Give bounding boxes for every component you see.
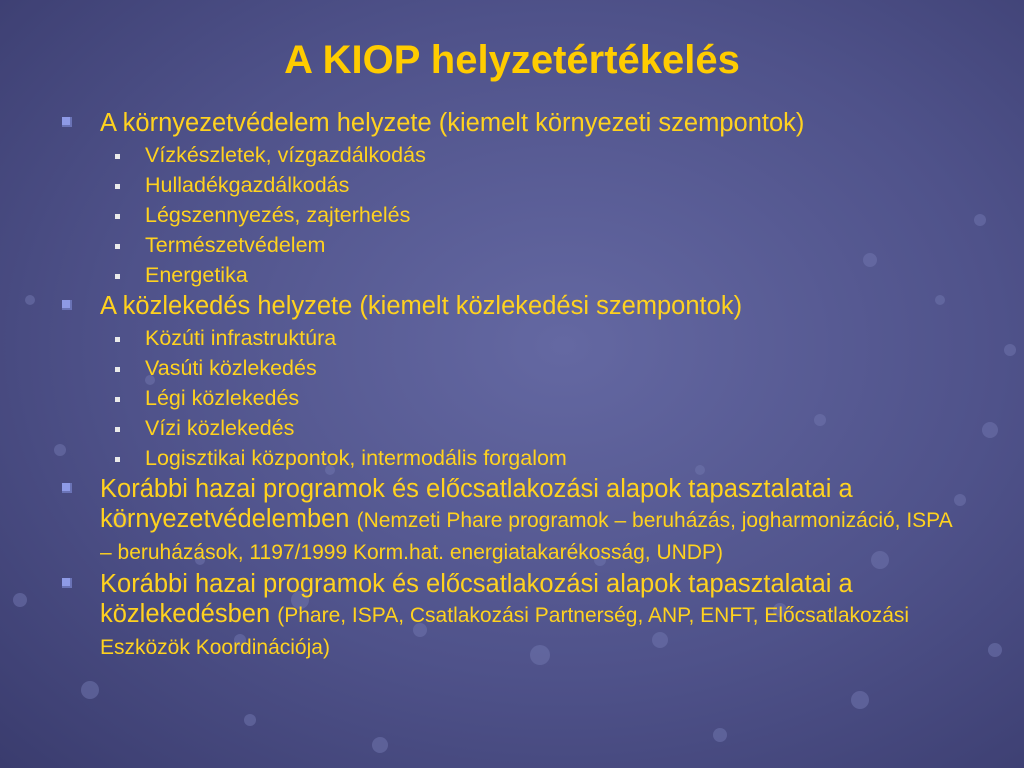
sub-bullet-item [100,323,962,353]
sub-bullet-item [100,230,962,260]
bullet-item-env-experience [62,474,962,568]
sub-bullet-item [100,200,962,230]
square-bullet-icon [62,117,72,127]
bullet-text: A közlekedés helyzete (kiemelt közlekedési szempontok) [100,292,743,320]
sub-bullet-text: Hulladékgazdálkodás [145,173,350,197]
sub-bullet-text: Természetvédelem [145,233,326,257]
bullet-item-environment [62,108,962,290]
bullet-text: Korábbi hazai programok és előcsatlakozási alapok tapasztalatai a közlekedésben [100,570,853,628]
sub-bullet-item [100,260,962,290]
sub-bullet-item [100,443,962,473]
sub-bullet-text: Légszennyezés, zajterhelés [145,203,411,227]
small-square-bullet-icon [115,274,120,279]
bullet-note: (Phare, ISPA, Csatlakozási Partnerség, ANP, ENFT, Előcsatlakozási Eszközök Koordinációja) [100,604,910,659]
sub-bullet-text: Logisztikai központok, intermodális forgalom [145,446,567,470]
sub-bullet-item [100,413,962,443]
sub-bullet-text: Vízi közlekedés [145,416,295,440]
small-square-bullet-icon [115,154,120,159]
sub-bullet-item [100,383,962,413]
small-square-bullet-icon [115,427,120,432]
bullet-item-transport [62,291,962,473]
sub-bullet-text: Légi közlekedés [145,386,300,410]
small-square-bullet-icon [115,367,120,372]
small-square-bullet-icon [115,457,120,462]
square-bullet-icon [62,578,72,588]
small-square-bullet-icon [115,214,120,219]
sub-bullet-item [100,140,962,170]
square-bullet-icon [62,483,72,493]
sub-bullet-item [100,353,962,383]
bullet-item-transport-experience [62,569,962,663]
sub-bullet-text: Energetika [145,263,248,287]
bullet-text: A környezetvédelem helyzete (kiemelt környezeti szempontok) [100,109,805,137]
square-bullet-icon [62,300,72,310]
sub-bullet-text: Vízkészletek, vízgazdálkodás [145,143,426,167]
small-square-bullet-icon [115,397,120,402]
slide-title: A KIOP helyzetértékelés [284,38,740,82]
sub-bullet-text: Vasúti közlekedés [145,356,317,380]
small-square-bullet-icon [115,244,120,249]
bullet-text: Korábbi hazai programok és előcsatlakozási alapok tapasztalatai a környezetvédelemben [100,475,853,533]
bullet-note: (Nemzeti Phare programok – beruházás, jogharmonizáció, ISPA – beruházások, 1197/1999 Korm.hat. energiatakarékosság, UNDP) [100,509,952,564]
small-square-bullet-icon [115,337,120,342]
small-square-bullet-icon [115,184,120,189]
sub-bullet-list [100,140,962,290]
bullet-list [62,108,962,664]
sub-bullet-text: Közúti infrastruktúra [145,326,337,350]
sub-bullet-list [100,323,962,473]
sub-bullet-item [100,170,962,200]
